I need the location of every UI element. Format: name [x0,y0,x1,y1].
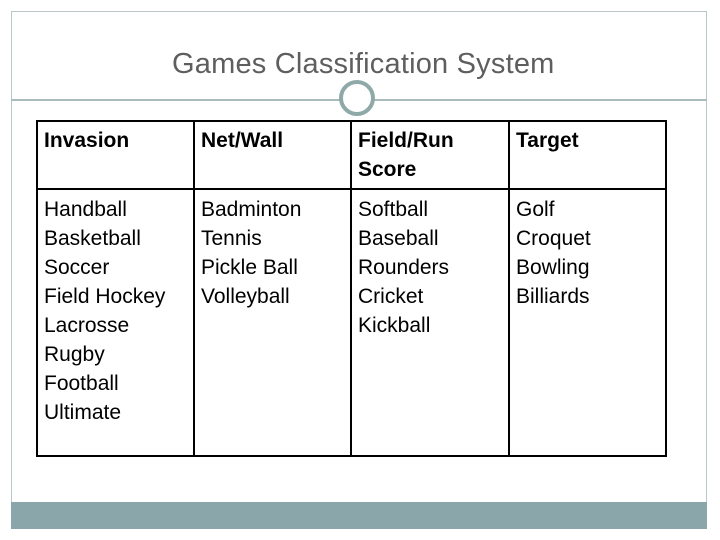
list-item: Volleyball [201,285,290,308]
header-line: Net/Wall [201,129,284,152]
list-item: Ultimate [44,401,122,424]
header-invasion [37,121,194,189]
slide-title: Games Classification System [172,48,555,80]
header-net-wall [194,121,351,189]
games-classification-table [36,120,667,457]
header-line: Field/Run [358,129,454,152]
table-header-row [37,121,666,189]
field-run-score-games-cell [351,189,509,456]
list-item: Lacrosse [44,314,130,337]
title-circle-ornament [339,80,375,116]
net-wall-games-cell [194,189,351,456]
list-item: Pickle Ball [201,256,298,279]
header-line: Invasion [44,129,130,152]
list-item: Croquet [516,227,591,250]
list-item: Rugby [44,343,105,366]
list-item: Billiards [516,285,590,308]
list-item: Soccer [44,256,110,279]
list-item: Tennis [201,227,262,250]
list-item: Baseball [358,227,439,250]
list-item: Badminton [201,198,302,221]
list-item: Bowling [516,256,590,279]
list-item: Basketball [44,227,141,250]
header-target [509,121,666,189]
target-games-cell [509,189,666,456]
list-item: Handball [44,198,127,221]
header-line: Target [516,129,579,152]
footer-accent-bar [11,502,707,529]
list-item: Cricket [358,285,424,308]
table-row [37,189,666,456]
list-item: Kickball [358,314,431,337]
list-item: Golf [516,198,555,221]
header-field-run-score [351,121,509,189]
header-line: Score [358,158,417,181]
list-item: Softball [358,198,429,221]
list-item: Football [44,372,119,395]
list-item: Rounders [358,256,450,279]
invasion-games-cell [37,189,194,456]
list-item: Field Hockey [44,285,166,308]
